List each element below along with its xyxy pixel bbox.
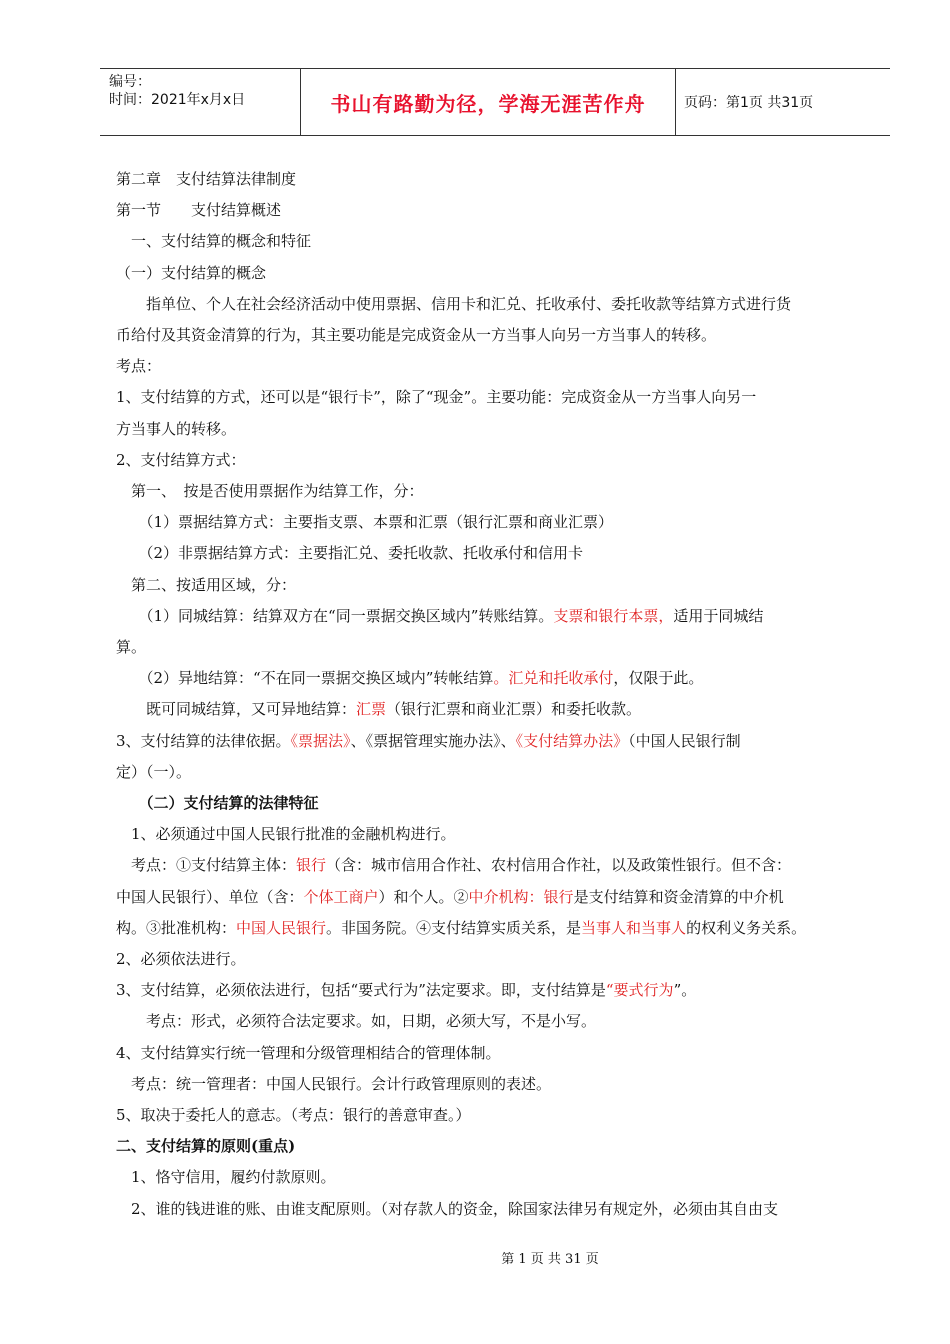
text-line: 考点：形式，必须符合法定要求。如，日期，必须大写，不是小写。 bbox=[116, 1012, 597, 1031]
highlighted-text: 中介机构：银行 bbox=[468, 887, 574, 906]
highlighted-text: 支票和银行本票， bbox=[553, 606, 674, 625]
text-segment: 中国人民银行）、单位（含： bbox=[116, 887, 304, 906]
text-segment: 、《票据管理实施办法》、 bbox=[350, 731, 516, 750]
highlighted-text: 。汇兑和托收承付 bbox=[493, 669, 614, 688]
text-line: 1、支付结算的方式，还可以是“银行卡”，除了“现金”。主要功能：完成资金从一方当事人向另一 bbox=[116, 388, 757, 407]
text-line: 2、谁的钱进谁的账、由谁支配原则。（对存款人的资金，除国家法律另有规定外，必须由其自由支 bbox=[116, 1199, 779, 1218]
header-motto: 书山有路勤为径，学海无涯苦作舟 bbox=[301, 69, 676, 135]
text-line: 5、取决于委托人的意志。（考点：银行的善意审查。） bbox=[116, 1106, 471, 1124]
text-line bbox=[116, 730, 741, 752]
text-segment: 3、支付结算的法律依据。 bbox=[116, 731, 291, 750]
text-line: 4、支付结算实行统一管理和分级管理相结合的管理体制。 bbox=[116, 1043, 501, 1062]
text-segment: （中国人民银行制 bbox=[628, 731, 741, 750]
highlighted-text: 《支付结算办法》 bbox=[515, 731, 629, 750]
highlighted-text: 汇票 bbox=[356, 700, 387, 719]
text-line: 方当事人的转移。 bbox=[116, 419, 237, 438]
text-segment: 既可同城结算，又可异地结算： bbox=[116, 700, 357, 719]
text-line bbox=[116, 605, 763, 627]
text-segment: 的权利义务关系。 bbox=[686, 918, 807, 937]
text-line: 1、必须通过中国人民银行批准的金融机构进行。 bbox=[116, 825, 456, 844]
text-line bbox=[116, 667, 703, 689]
highlighted-text: 银行 bbox=[296, 856, 327, 875]
header-page-code: 页码：第1页 共31页 bbox=[684, 95, 814, 111]
text-line bbox=[116, 698, 641, 720]
text-line: 考点： bbox=[116, 357, 162, 376]
document-time-label: 时间：2021年x月x日 bbox=[109, 92, 246, 108]
text-segment: （2）异地结算：“不在同一票据交换区域内”转帐结算 bbox=[116, 669, 494, 688]
text-line bbox=[116, 917, 806, 939]
document-number-label: 编号： bbox=[109, 74, 151, 90]
highlighted-text: 个体工商户 bbox=[303, 887, 379, 906]
text-segment: ）和个人。② bbox=[378, 887, 469, 906]
text-line: 第二、按适用区域，分： bbox=[116, 575, 297, 594]
text-segment: （1）同城结算：结算双方在“同一票据交换区域内”转账结算。 bbox=[116, 606, 554, 625]
text-line: 一、支付结算的概念和特征 bbox=[116, 232, 312, 251]
text-line: （二）支付结算的法律特征 bbox=[116, 794, 319, 812]
text-line: 指单位、个人在社会经济活动中使用票据、信用卡和汇兑、托收承付、委托收款等结算方式进行货 bbox=[116, 294, 792, 313]
header-meta-cell bbox=[100, 69, 301, 135]
text-line: 第一、 按是否使用票据作为结算工作，分： bbox=[116, 482, 424, 500]
text-line: 二、支付结算的原则(重点) bbox=[116, 1137, 296, 1156]
text-segment: 考点：①支付结算主体： bbox=[116, 856, 297, 875]
text-line: 2、支付结算方式： bbox=[116, 450, 246, 469]
text-line bbox=[116, 854, 791, 876]
text-segment: （银行汇票和商业汇票）和委托收款。 bbox=[386, 700, 642, 719]
header-table bbox=[100, 68, 890, 136]
highlighted-text: 中国人民银行 bbox=[236, 918, 327, 937]
text-line bbox=[116, 979, 696, 1001]
text-line: 第一节 支付结算概述 bbox=[116, 201, 282, 220]
text-line: （1）票据结算方式：主要指支票、本票和汇票（银行汇票和商业汇票） bbox=[116, 513, 614, 532]
text-segment: 3、支付结算，必须依法进行，包括“要式行为”法定要求。即，支付结算是 bbox=[116, 981, 606, 1000]
text-line: 算。 bbox=[116, 638, 147, 656]
page-footer: 第 1 页 共 31 页 bbox=[501, 1252, 599, 1267]
text-line: （2）非票据结算方式：主要指汇兑、委托收款、托收承付和信用卡 bbox=[116, 544, 584, 563]
text-line: 币给付及其资金清算的行为，其主要功能是完成资金从一方当事人向另一方当事人的转移。 bbox=[116, 326, 717, 344]
text-line: 2、必须依法进行。 bbox=[116, 950, 246, 968]
text-line: 第二章 支付结算法律制度 bbox=[116, 170, 297, 188]
text-segment: 适用于同城结 bbox=[673, 606, 764, 625]
text-segment: 是支付结算和资金清算的中介机 bbox=[573, 887, 784, 906]
text-segment: ，仅限于此。 bbox=[613, 669, 704, 688]
highlighted-text: “要式行为 bbox=[605, 981, 674, 1000]
text-line: （一）支付结算的概念 bbox=[116, 263, 267, 282]
text-segment: 构。③批准机构： bbox=[116, 918, 237, 937]
text-line: 定）（一）。 bbox=[116, 762, 192, 781]
text-segment: ”。 bbox=[673, 981, 697, 1000]
text-line bbox=[116, 886, 784, 908]
text-segment: 。非国务院。④支付结算实质关系，是 bbox=[326, 918, 582, 937]
highlighted-text: 《票据法》 bbox=[290, 731, 351, 750]
highlighted-text: 当事人和当事人 bbox=[581, 918, 687, 937]
text-segment: （含：城市信用合作社、农村信用合作社，以及政策性银行。但不含： bbox=[326, 856, 792, 875]
text-line: 考点：统一管理者：中国人民银行。会计行政管理原则的表述。 bbox=[116, 1074, 552, 1093]
text-line: 1、恪守信用，履约付款原则。 bbox=[116, 1168, 336, 1187]
